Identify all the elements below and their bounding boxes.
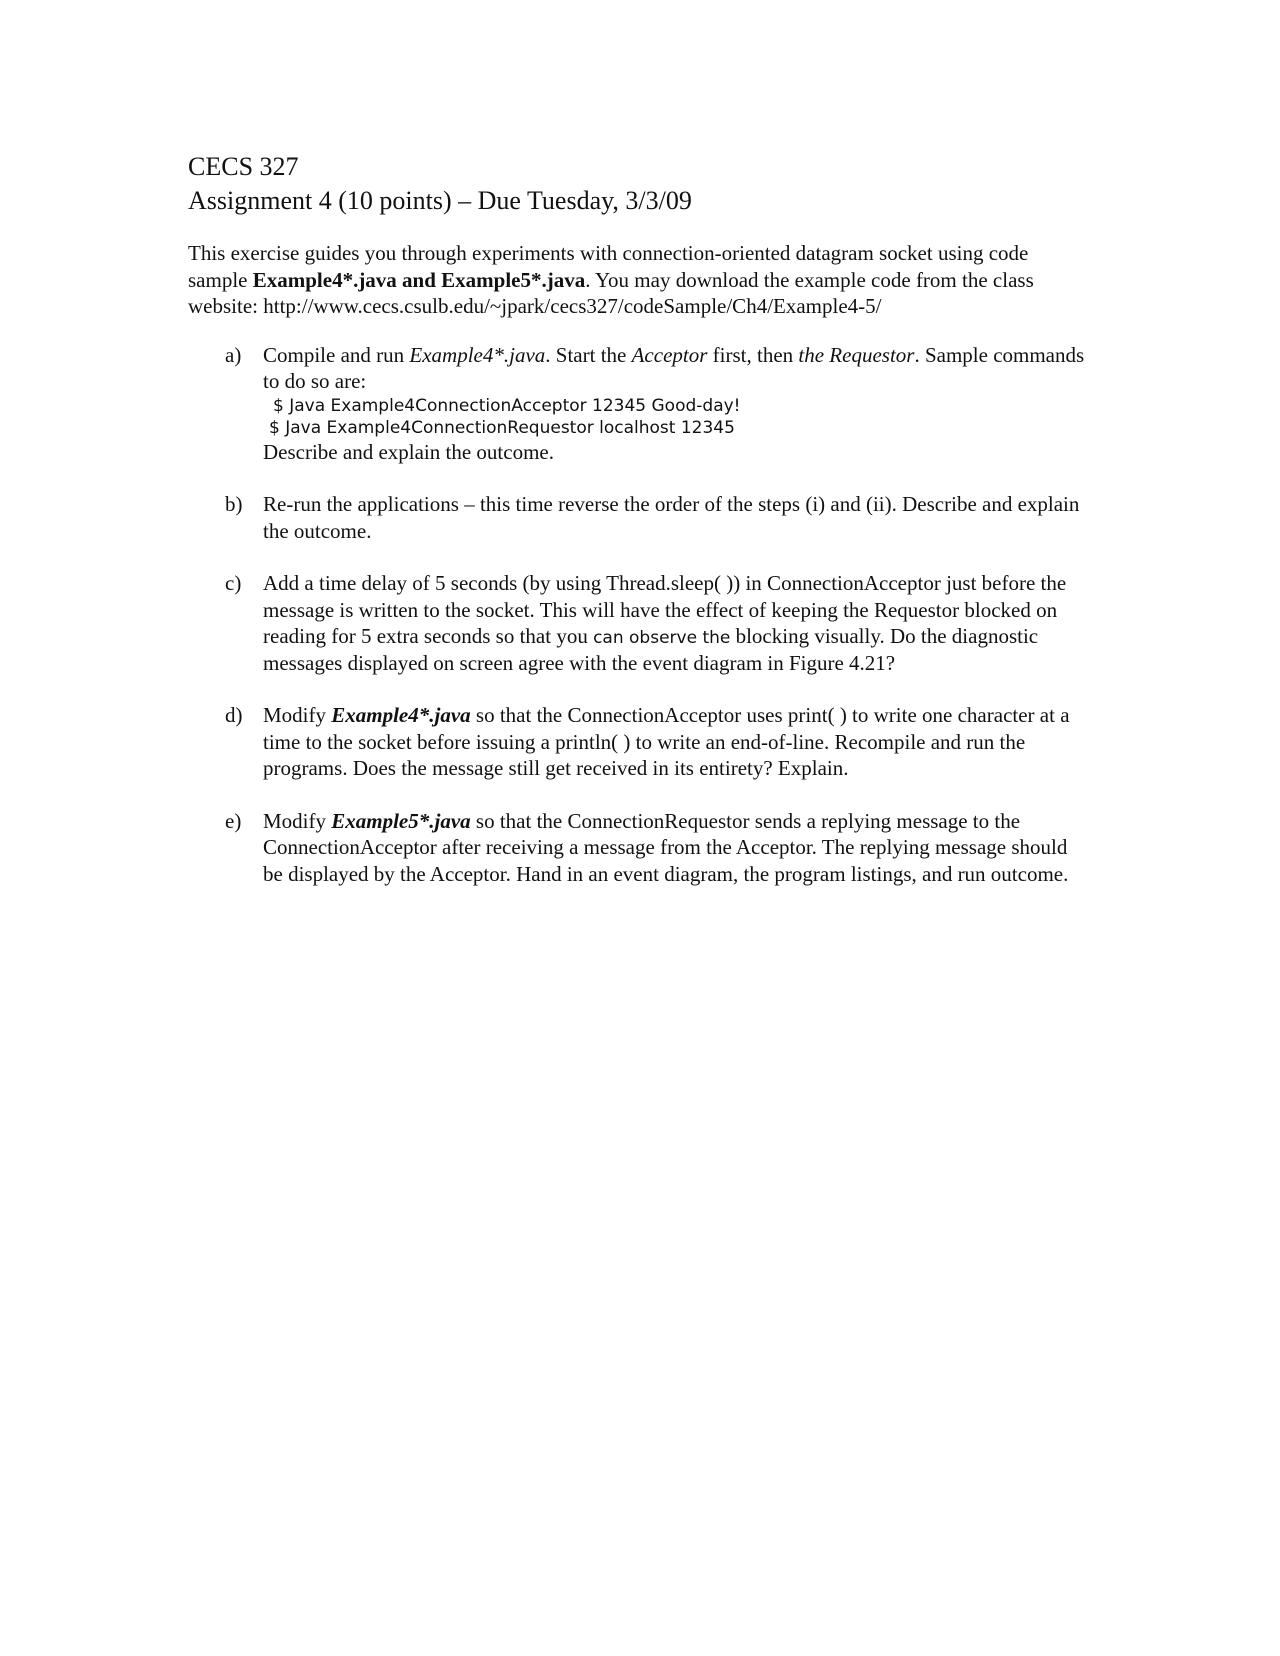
- assignment-title: Assignment 4 (10 points) – Due Tuesday, 3/3/09: [188, 186, 692, 215]
- task-letter: d): [225, 703, 243, 727]
- task-item-e: [188, 808, 1088, 888]
- task-text-part: Compile and run: [263, 342, 410, 367]
- intro-text-2: . You may download the example code from the class website: http://www.cecs.csulb.edu/~jpark/cecs327/codeSample/Ch4/Example4-5/: [188, 267, 1034, 318]
- task-sans-part: can observe the: [593, 628, 731, 648]
- task-item-b: [188, 491, 1088, 544]
- task-text: [263, 808, 1088, 888]
- task-text-part: . Sample commands to do so are:: [263, 342, 1085, 393]
- task-letter: e): [225, 808, 242, 833]
- task-text: Re-run the applications – this time reverse the order of the steps (i) and (ii). Describe and explain the outcome.: [263, 492, 1080, 543]
- task-text-part: Modify: [263, 808, 332, 833]
- intro-bold-files: Example4*.java and Example5*.java: [252, 267, 586, 292]
- task-text-part: first, then: [707, 342, 799, 367]
- course-title: CECS 327: [188, 152, 299, 181]
- task-item-d: [188, 702, 1088, 782]
- task-text-part: . Start the: [545, 342, 632, 367]
- task-letter: a): [225, 342, 242, 367]
- task-italic-part: Example4*.java: [409, 342, 546, 367]
- task-letter: c): [225, 571, 242, 595]
- task-bold-italic-part: Example5*.java: [331, 808, 471, 833]
- task-item-c: [188, 570, 1088, 676]
- command-line-requestor: $ Java Example4ConnectionRequestor localhost 12345: [269, 417, 735, 438]
- task-item-a: [188, 342, 1088, 466]
- task-text: [263, 570, 1088, 676]
- task-text: [263, 702, 1088, 782]
- intro-paragraph: [188, 240, 1088, 320]
- task-text: [263, 342, 1088, 395]
- task-text-part: so that the ConnectionAcceptor uses print( ) to write one character at a time to the socket before issuing a println( ) to write an end-of-line. Recompile and run the programs. Does the message still get received in its entirety? Explain.: [263, 703, 1070, 780]
- task-bold-italic-part: Example4*.java: [331, 703, 471, 727]
- document-page: [188, 150, 1088, 913]
- task-italic-part: Acceptor: [631, 342, 708, 367]
- task-italic-part: the Requestor: [798, 342, 915, 367]
- task-text-part: Add a time delay of 5 seconds (by using Thread.sleep( )) in ConnectionAcceptor just before the message is written to the socket. This will have the effect of keeping the Requestor blocked on reading for 5 extra seconds so that you: [263, 571, 1067, 648]
- task-text-describe: Describe and explain the outcome.: [263, 439, 554, 464]
- task-list: [188, 342, 1088, 888]
- task-text-part: Modify: [263, 703, 332, 727]
- task-letter: b): [225, 492, 243, 516]
- command-line-acceptor: $ Java Example4ConnectionAcceptor 12345 Good-day!: [273, 395, 741, 416]
- task-text-part: so that the ConnectionRequestor sends a replying message to the ConnectionAcceptor after receiving a message from the Acceptor. The replying message should be displayed by the Acceptor. Hand in an event diagram, the program listings, and run outcome.: [263, 808, 1069, 886]
- intro-text-1: This exercise guides you through experiments with connection-oriented datagram socket using code sample: [188, 241, 1029, 292]
- task-text-part: blocking visually. Do the diagnostic messages displayed on screen agree with the event diagram in Figure 4.21?: [263, 624, 1039, 675]
